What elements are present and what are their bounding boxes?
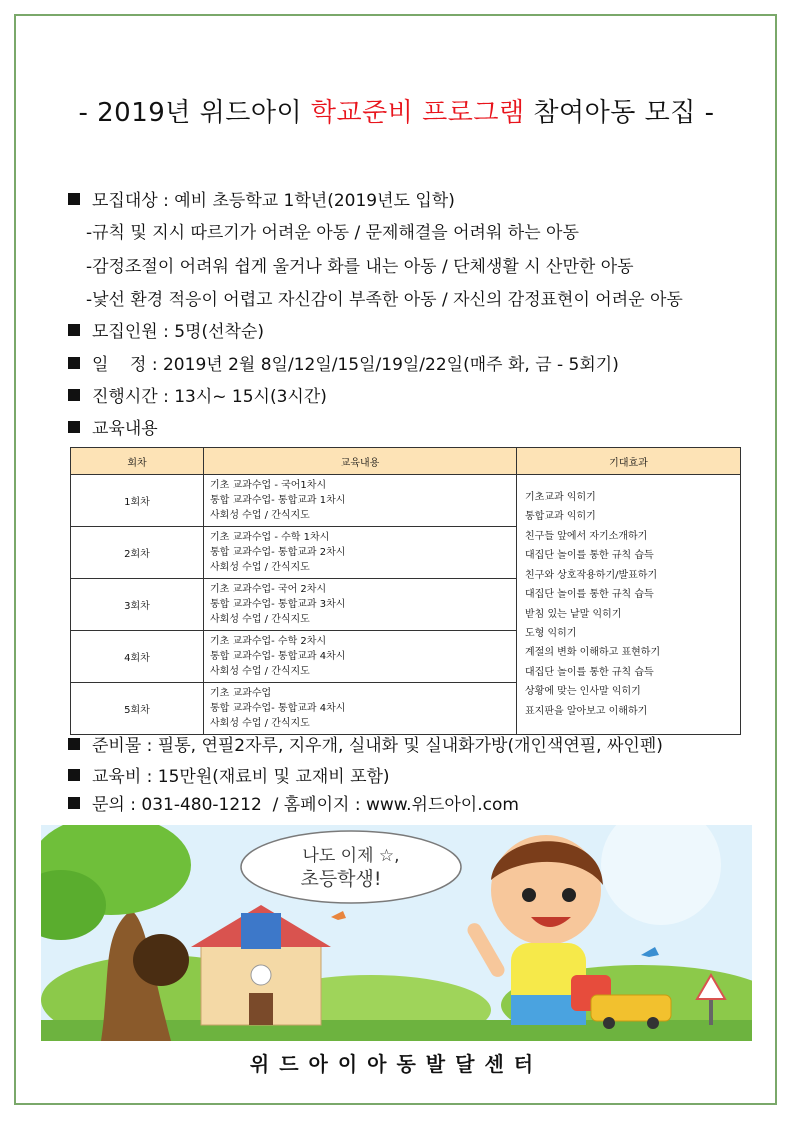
effect-item: 대집단 놀이를 통한 규칙 습득 — [525, 550, 654, 562]
schedule-line — [68, 350, 619, 375]
content-cell — [204, 579, 517, 631]
round-cell: 1회차 — [71, 475, 204, 527]
square-bullet-icon — [68, 324, 80, 336]
content-line: 사회성 수업 / 간식지도 — [210, 718, 310, 729]
content-cell — [204, 631, 517, 683]
content-line: 통합 교과수업- 통합교과 1차시 — [210, 495, 346, 506]
headcount-text: 모집인원 : 5명(선착순) — [92, 322, 264, 342]
supplies-text: 준비물 : 필통, 연필2자루, 지우개, 실내화 및 실내화가방(개인색연필, 싸인펜) — [92, 736, 663, 756]
effect-item: 친구와 상호작용하기/발표하기 — [525, 569, 658, 581]
effect-item: 통합교과 익히기 — [525, 511, 596, 523]
square-bullet-icon — [68, 193, 80, 205]
content-label: 교육내용 — [92, 419, 158, 439]
effect-item: 표지판을 알아보고 이해하기 — [525, 705, 648, 717]
fee-line — [68, 762, 390, 787]
content-line: 기초 교과수업- 국어 2차시 — [210, 584, 327, 595]
target-line — [68, 186, 455, 211]
time-text: 진행시간 : 13시~ 15시(3시간) — [92, 387, 327, 407]
content-line: 기초 교과수업 — [210, 688, 272, 699]
bubble-text-2: 초등학생! — [300, 868, 382, 890]
round-cell: 5회차 — [71, 683, 204, 735]
square-bullet-icon — [68, 421, 80, 433]
bubble-text-1: 나도 이제 ☆, — [302, 846, 400, 866]
effect-item: 받침 있는 낱말 익히기 — [525, 608, 622, 620]
square-bullet-icon — [68, 389, 80, 401]
content-line: 통합 교과수업- 통합교과 4차시 — [210, 651, 346, 662]
effect-item: 기초교과 익히기 — [525, 492, 596, 504]
time-line — [68, 382, 327, 407]
program-table — [70, 447, 741, 735]
table-row — [71, 475, 741, 527]
content-line: 통합 교과수업- 통합교과 4차시 — [210, 703, 346, 714]
effect-item: 친구들 앞에서 자기소개하기 — [525, 530, 648, 542]
content-line: 사회성 수업 / 간식지도 — [210, 614, 310, 625]
effect-item: 대집단 놀이를 통한 규칙 습득 — [525, 589, 654, 601]
square-bullet-icon — [68, 357, 80, 369]
round-cell: 4회차 — [71, 631, 204, 683]
page-title — [0, 92, 793, 129]
column-header: 회차 — [71, 448, 204, 475]
content-line: 사회성 수업 / 간식지도 — [210, 510, 310, 521]
content-line: 기초 교과수업- 수학 2차시 — [210, 636, 327, 647]
supplies-line — [68, 731, 663, 756]
content-heading — [68, 414, 158, 439]
title-prefix: - 2019년 위드아이 — [78, 98, 311, 128]
effect-item: 상황에 맞는 인사말 익히기 — [525, 686, 641, 698]
effect-item: 대집단 놀이를 통한 규칙 습득 — [525, 666, 654, 678]
schedule-text: 일 정 : 2019년 2월 8일/12일/15일/19일/22일(매주 화, 금 - 5회기) — [92, 355, 619, 375]
effect-item: 계절의 변화 이해하고 표현하기 — [525, 647, 661, 659]
school-kid-illustration — [41, 825, 752, 1041]
target-label: 모집대상 : 예비 초등학교 1학년(2019년도 입학) — [92, 191, 455, 211]
illustration-banner — [41, 825, 752, 1041]
column-header: 기대효과 — [517, 448, 741, 475]
content-line: 사회성 수업 / 간식지도 — [210, 562, 310, 573]
round-cell: 2회차 — [71, 527, 204, 579]
content-line: 기초 교과수업 - 국어1차시 — [210, 480, 327, 491]
square-bullet-icon — [68, 738, 80, 750]
content-line: 통합 교과수업- 통합교과 3차시 — [210, 599, 346, 610]
square-bullet-icon — [68, 769, 80, 781]
title-highlight: 학교준비 프로그램 — [310, 98, 525, 128]
contact-line — [68, 790, 519, 815]
square-bullet-icon — [68, 797, 80, 809]
content-line: 기초 교과수업 - 수학 1차시 — [210, 532, 330, 543]
effects-cell — [517, 475, 741, 735]
target-item: -감정조절이 어려워 쉽게 울거나 화를 내는 아동 / 단체생활 시 산만한 아동 — [86, 257, 634, 277]
content-line: 사회성 수업 / 간식지도 — [210, 666, 310, 677]
headcount-line — [68, 317, 264, 342]
effect-item: 도형 익히기 — [525, 627, 577, 639]
content-cell — [204, 527, 517, 579]
contact-text: 문의 : 031-480-1212 / 홈페이지 : www.위드아이.com — [92, 795, 519, 815]
center-name-footer: 위드아이아동발달센터 — [249, 1052, 544, 1076]
content-cell — [204, 683, 517, 735]
content-line: 통합 교과수업- 통합교과 2차시 — [210, 547, 346, 558]
column-header: 교육내용 — [204, 448, 517, 475]
table-header-row — [71, 448, 741, 475]
content-cell — [204, 475, 517, 527]
fee-text: 교육비 : 15만원(재료비 및 교재비 포함) — [92, 767, 390, 787]
title-suffix: 참여아동 모집 - — [524, 98, 715, 128]
target-item: -규칙 및 지시 따르기가 어려운 아동 / 문제해결을 어려워 하는 아동 — [86, 223, 579, 243]
round-cell: 3회차 — [71, 579, 204, 631]
target-item: -낯선 환경 적응이 어렵고 자신감이 부족한 아동 / 자신의 감정표현이 어려운 아동 — [86, 290, 683, 310]
